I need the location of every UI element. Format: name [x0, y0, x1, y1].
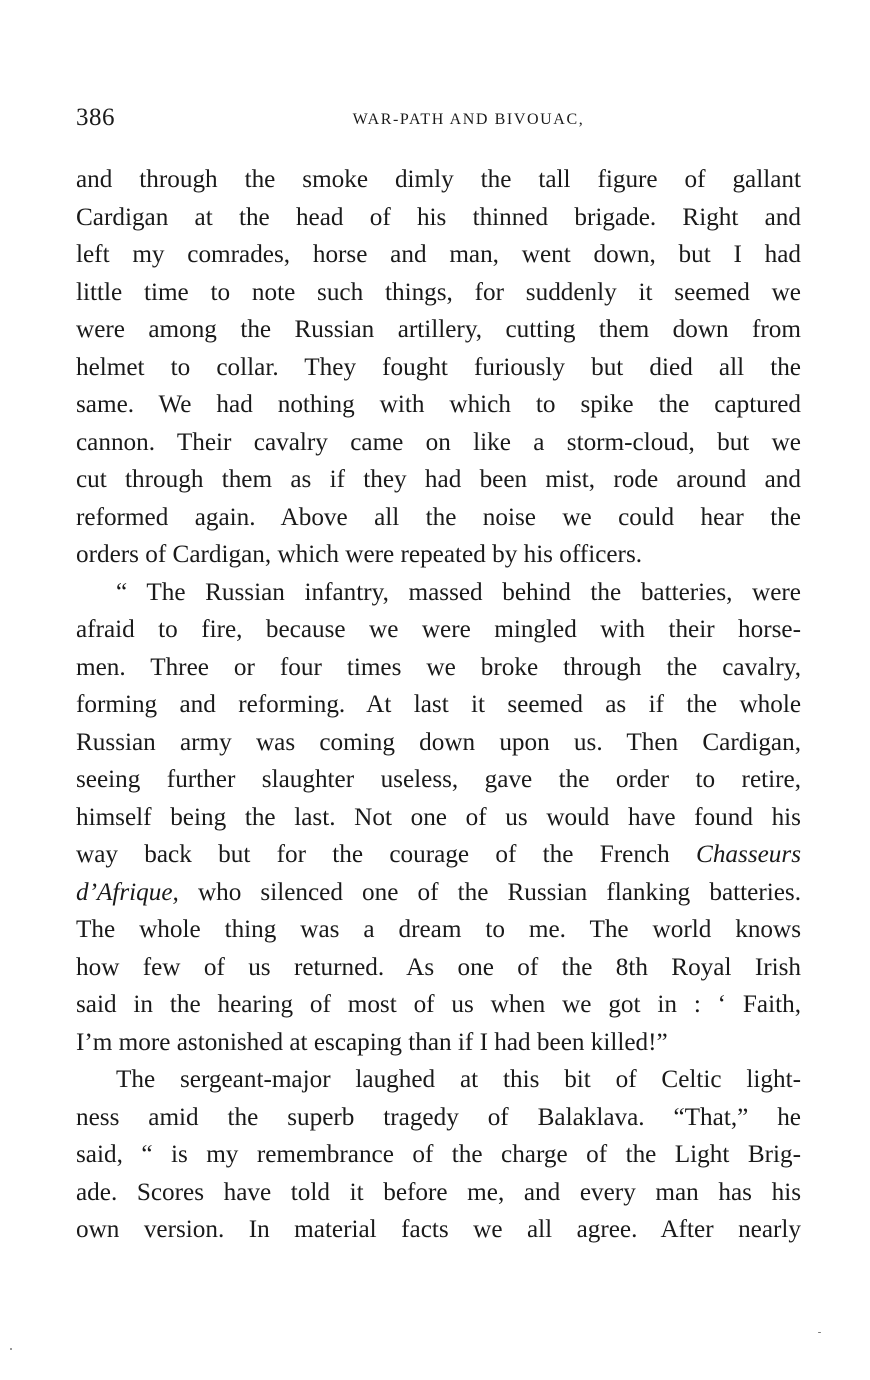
- text-line: “ The Russian infantry, massed behind the batteries, were: [116, 578, 801, 606]
- text-line: left my comrades, horse and man, went down, but I had: [76, 241, 801, 268]
- text-line: cut through them as if they had been mist, rode around and: [76, 466, 801, 493]
- text-line: I’m more astonished at escaping than if I had been killed!”: [76, 1028, 668, 1056]
- text-line: forming and reforming. At last it seemed as if the whole: [76, 691, 801, 718]
- text-run: way back but for the courage of the French: [76, 841, 697, 868]
- text-line: same. We had nothing with which to spike the captured: [76, 391, 801, 418]
- text-line: Cardigan at the head of his thinned brigade. Right and: [76, 203, 801, 231]
- paper-speck: [10, 1348, 12, 1350]
- text-line: helmet to collar. They fought furiously but died all the: [76, 353, 801, 381]
- text-line: how few of us returned. As one of the 8th Royal Irish: [76, 953, 801, 981]
- text-line: Russian army was coming down upon us. Then Cardigan,: [76, 728, 801, 756]
- paragraph-3: [76, 1061, 801, 1249]
- running-title: WAR-PATH AND BIVOUAC,: [352, 111, 585, 128]
- text-line: himself being the last. Not one of us would have found his: [76, 803, 801, 831]
- text-line: and through the smoke dimly the tall figure of gallant: [76, 166, 801, 193]
- paper-speck: [818, 1332, 821, 1333]
- italic-phrase: Chasseurs: [696, 841, 801, 868]
- text-line: orders of Cardigan, which were repeated by his officers.: [76, 541, 643, 568]
- text-line: little time to note such things, for suddenly it seemed we: [76, 278, 801, 306]
- text-line: reformed again. Above all the noise we could hear the: [76, 503, 801, 531]
- text-line: said, “ is my remembrance of the charge of the Light Brig-: [76, 1141, 801, 1168]
- text-line: were among the Russian artillery, cutting them down from: [76, 316, 801, 343]
- text-line: cannon. Their cavalry came on like a storm-cloud, but we: [76, 428, 801, 456]
- text-line-with-italic: [76, 836, 801, 874]
- body-text: [76, 161, 801, 1249]
- paragraph-2: [76, 574, 801, 1062]
- text-line: seeing further slaughter useless, gave the order to retire,: [76, 766, 801, 793]
- text-line: The whole thing was a dream to me. The world knows: [76, 916, 801, 943]
- text-line: men. Three or four times we broke through the cavalry,: [76, 653, 801, 681]
- text-line: ade. Scores have told it before me, and every man has his: [76, 1178, 801, 1206]
- paragraph-1: [76, 161, 801, 574]
- running-head: [76, 104, 801, 138]
- text-line: The sergeant-major laughed at this bit of Celtic light-: [116, 1066, 801, 1093]
- text-line: afraid to fire, because we were mingled with their horse-: [76, 616, 801, 643]
- text-run: who silenced one of the Russian flanking batteries.: [178, 878, 801, 906]
- text-line: own version. In material facts we all agree. After nearly: [76, 1216, 801, 1243]
- text-line-with-italic: [76, 874, 801, 912]
- italic-phrase: d’Afrique,: [76, 878, 179, 906]
- text-line: said in the hearing of most of us when we got in : ‘ Faith,: [76, 991, 801, 1018]
- text-line: ness amid the superb tragedy of Balaklava. “That,” he: [76, 1103, 801, 1131]
- page-number: 386: [76, 104, 115, 131]
